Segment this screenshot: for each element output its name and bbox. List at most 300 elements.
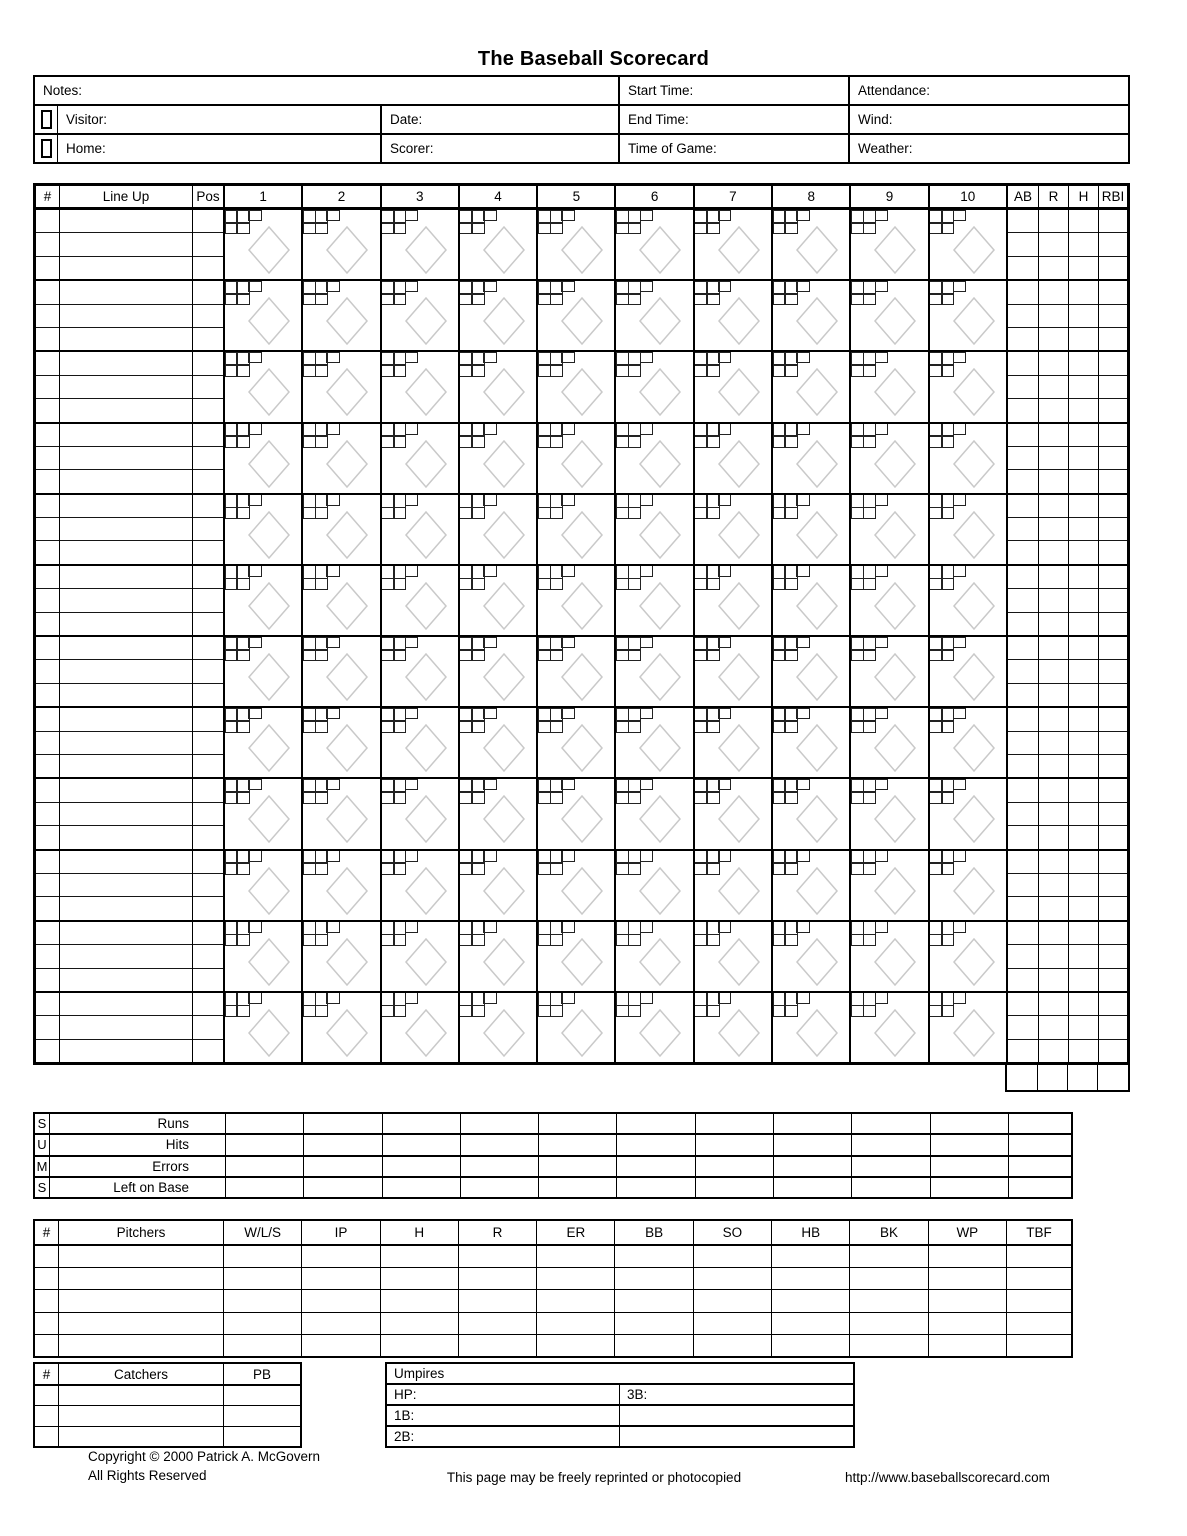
lineup-subrow-cell: [36, 495, 59, 518]
pitcher-cell: [537, 1290, 615, 1311]
pitcher-cell: [850, 1268, 928, 1289]
inning-cell: [930, 779, 1008, 848]
base-diamond-icon: [405, 938, 447, 986]
base-diamond-icon: [639, 867, 681, 915]
inning-cell: [303, 708, 381, 777]
pitchers-col-header: BK: [850, 1221, 928, 1244]
position-cell: [193, 637, 225, 706]
catcher-row: [35, 1386, 300, 1406]
lineup-subrow-cell: [1039, 993, 1068, 1016]
base-diamond-icon: [248, 511, 290, 559]
base-diamond-icon: [874, 582, 916, 630]
sums-value-cell: [539, 1157, 617, 1176]
inning-cell: [851, 922, 929, 991]
base-diamond-icon: [718, 795, 760, 843]
player-number-cell: [36, 708, 60, 777]
base-diamond-icon: [483, 226, 525, 274]
inning-cell: [460, 281, 538, 350]
lineup-subrow-cell: [60, 566, 192, 589]
inning-cell: [303, 851, 381, 920]
base-diamond-icon: [874, 653, 916, 701]
player-name-cell: [60, 281, 193, 350]
pitcher-cell: [772, 1290, 850, 1311]
lineup-subrow-cell: [1008, 424, 1038, 447]
position-cell: [193, 424, 225, 493]
base-diamond-icon: [796, 867, 838, 915]
lineup-subrow-cell: [193, 1016, 223, 1039]
umpires-row-3: [387, 1427, 853, 1446]
base-diamond-icon: [796, 440, 838, 488]
total-cell: [1038, 1064, 1068, 1090]
stat-cell: [1008, 210, 1039, 279]
player-number-cell: [36, 495, 60, 564]
inning-cell: [460, 566, 538, 635]
base-diamond-icon: [483, 938, 525, 986]
lineup-row: [36, 851, 1127, 922]
base-diamond-icon: [953, 511, 995, 559]
lineup-subrow-cell: [193, 660, 223, 683]
lineup-subrow-cell: [36, 1040, 59, 1062]
stat-cell: [1069, 424, 1099, 493]
inning-cell: [303, 637, 381, 706]
inning-cell: [460, 637, 538, 706]
lineup-subrow-cell: [36, 352, 59, 375]
stat-cell: [1099, 993, 1127, 1062]
sums-value-cell: [931, 1178, 1009, 1197]
base-diamond-icon: [405, 795, 447, 843]
col-header-h: H: [1069, 186, 1099, 207]
base-diamond-icon: [718, 297, 760, 345]
lineup-subrow-cell: [1069, 922, 1098, 945]
inning-cell: [303, 922, 381, 991]
player-number-cell: [36, 424, 60, 493]
pitcher-cell: [1007, 1290, 1071, 1311]
stat-cell: [1099, 210, 1127, 279]
lineup-subrow-cell: [1008, 993, 1038, 1016]
inning-cell: [851, 708, 929, 777]
pitcher-cell: [929, 1313, 1007, 1334]
inning-cell: [930, 352, 1008, 421]
pitcher-cell: [772, 1335, 850, 1356]
base-diamond-icon: [326, 795, 368, 843]
base-diamond-icon: [796, 582, 838, 630]
stat-cell: [1099, 851, 1127, 920]
lineup-subrow-cell: [1008, 779, 1038, 802]
lineup-subrow-cell: [1008, 826, 1038, 848]
pitcher-cell: [459, 1246, 537, 1267]
wind-field: Wind:: [858, 112, 893, 127]
inning-cell: [930, 424, 1008, 493]
pitcher-cell: [224, 1246, 302, 1267]
lineup-subrow-cell: [193, 803, 223, 826]
catcher-cell: [224, 1427, 300, 1446]
base-diamond-icon: [561, 653, 603, 701]
sums-row: [35, 1178, 1071, 1197]
catcher-cell: [59, 1427, 224, 1446]
inning-cell: [382, 922, 460, 991]
lineup-subrow-cell: [1069, 566, 1098, 589]
lineup-subrow-cell: [36, 874, 59, 897]
inning-cell: [616, 566, 694, 635]
lineup-subrow-cell: [36, 376, 59, 399]
base-diamond-icon: [639, 724, 681, 772]
lineup-subrow-cell: [193, 779, 223, 802]
lineup-subrow-cell: [1039, 708, 1068, 731]
base-diamond-icon: [248, 724, 290, 772]
inning-cell: [303, 779, 381, 848]
inning-cell: [695, 352, 773, 421]
lineup-subrow-cell: [1039, 589, 1068, 612]
stat-cell: [1069, 993, 1099, 1062]
lineup-subrow-cell: [1099, 874, 1127, 897]
inning-cell: [773, 922, 851, 991]
lineup-subrow-cell: [60, 1016, 192, 1039]
lineup-subrow-cell: [36, 803, 59, 826]
stat-cell: [1008, 779, 1039, 848]
lineup-subrow-cell: [193, 684, 223, 706]
catcher-cell: [59, 1386, 224, 1405]
base-diamond-icon: [953, 297, 995, 345]
pitcher-cell: [929, 1335, 1007, 1356]
lineup-subrow-cell: [1039, 684, 1068, 706]
pitchers-col-header: BB: [615, 1221, 693, 1244]
pitcher-cell: [381, 1335, 459, 1356]
lineup-subrow-cell: [36, 305, 59, 328]
inning-cell: [538, 779, 616, 848]
base-diamond-icon: [639, 582, 681, 630]
pitcher-cell: [1007, 1313, 1071, 1334]
sums-value-cell: [383, 1114, 461, 1133]
pitcher-cell: [224, 1335, 302, 1356]
lineup-subrow-cell: [1069, 826, 1098, 848]
lineup-subrow-cell: [193, 589, 223, 612]
lineup-subrow-cell: [1039, 945, 1068, 968]
sums-table: [33, 1112, 1073, 1199]
catcher-cell: [35, 1427, 59, 1446]
lineup-subrow-cell: [1069, 708, 1098, 731]
lineup-subrow-cell: [1008, 257, 1038, 279]
pitcher-cell: [537, 1313, 615, 1334]
base-diamond-icon: [953, 1009, 995, 1057]
lineup-subrow-cell: [1069, 874, 1098, 897]
pitcher-row: [35, 1313, 1071, 1335]
pitcher-cell: [59, 1290, 224, 1311]
stat-cell: [1008, 851, 1039, 920]
sums-total-cell: [1009, 1135, 1071, 1154]
inning-cell: [225, 993, 303, 1062]
lineup-subrow-cell: [193, 376, 223, 399]
pitcher-cell: [694, 1335, 772, 1356]
sums-value-cell: [931, 1135, 1009, 1154]
player-name-cell: [60, 566, 193, 635]
lineup-subrow-cell: [1008, 305, 1038, 328]
inning-cell: [538, 637, 616, 706]
lineup-subrow-cell: [1008, 945, 1038, 968]
inning-cell: [930, 566, 1008, 635]
base-diamond-icon: [248, 1009, 290, 1057]
lineup-subrow-cell: [1039, 376, 1068, 399]
player-name-cell: [60, 922, 193, 991]
lineup-subrow-cell: [60, 708, 192, 731]
stat-cell: [1069, 495, 1099, 564]
base-diamond-icon: [326, 1009, 368, 1057]
pitcher-cell: [35, 1268, 59, 1289]
inning-cell: [695, 281, 773, 350]
lineup-subrow-cell: [60, 352, 192, 375]
player-number-cell: [36, 566, 60, 635]
lineup-scoring-grid: [33, 183, 1130, 1065]
catchers-header-row: [35, 1364, 300, 1386]
inning-cell: [460, 922, 538, 991]
base-diamond-icon: [483, 1009, 525, 1057]
player-name-cell: [60, 495, 193, 564]
lineup-subrow-cell: [1039, 826, 1068, 848]
inning-cell: [538, 281, 616, 350]
pitcher-cell: [929, 1246, 1007, 1267]
stat-cell: [1069, 922, 1099, 991]
lineup-subrow-cell: [1099, 589, 1127, 612]
lineup-subrow-cell: [1069, 613, 1098, 635]
sums-letter: M: [35, 1157, 50, 1176]
stat-cell: [1099, 566, 1127, 635]
inning-cell: [773, 281, 851, 350]
lineup-subrow-cell: [1008, 1040, 1038, 1062]
inning-cell: [303, 566, 381, 635]
end-time-field: End Time:: [620, 106, 850, 133]
inning-cell: [303, 352, 381, 421]
lineup-row: [36, 281, 1127, 352]
umpire-2b-field: 2B:: [387, 1427, 620, 1446]
pitchers-col-header: TBF: [1026, 1225, 1052, 1240]
lineup-subrow-cell: [1008, 447, 1038, 470]
inning-cell: [773, 779, 851, 848]
catchers-col-header: PB: [252, 1366, 271, 1382]
lineup-subrow-cell: [1039, 779, 1068, 802]
lineup-subrow-cell: [36, 897, 59, 919]
base-diamond-icon: [874, 368, 916, 416]
sums-row-label: Hits: [50, 1135, 226, 1154]
base-diamond-icon: [718, 440, 760, 488]
lineup-subrow-cell: [36, 281, 59, 304]
lineup-subrow-cell: [1008, 281, 1038, 304]
base-diamond-icon: [639, 938, 681, 986]
col-header-inning-3: 3: [382, 186, 460, 207]
lineup-subrow-cell: [1039, 257, 1068, 279]
stat-cell: [1069, 637, 1099, 706]
inning-cell: [930, 281, 1008, 350]
stat-cell: [1069, 779, 1099, 848]
sums-value-cell: [461, 1178, 539, 1197]
lineup-subrow-cell: [1008, 589, 1038, 612]
pitcher-cell: [302, 1335, 380, 1356]
lineup-subrow-cell: [60, 851, 192, 874]
inning-cell: [225, 210, 303, 279]
inning-cell: [930, 922, 1008, 991]
lineup-subrow-cell: [36, 660, 59, 683]
base-diamond-icon: [639, 226, 681, 274]
grid-header-row: [36, 186, 1127, 210]
sums-value-cell: [852, 1135, 930, 1154]
catchers-col-header: #: [35, 1364, 59, 1384]
lineup-subrow-cell: [36, 826, 59, 848]
lineup-row: [36, 993, 1127, 1062]
pitcher-cell: [302, 1313, 380, 1334]
position-cell: [193, 922, 225, 991]
lineup-subrow-cell: [1069, 257, 1098, 279]
lineup-row: [36, 779, 1127, 850]
lineup-subrow-cell: [1039, 328, 1068, 350]
inning-cell: [695, 922, 773, 991]
base-diamond-icon: [874, 297, 916, 345]
game-info-row-1: [35, 77, 1128, 106]
sums-value-cell: [461, 1114, 539, 1133]
base-diamond-icon: [248, 867, 290, 915]
base-diamond-icon: [248, 653, 290, 701]
lineup-subrow-cell: [60, 732, 192, 755]
pitcher-cell: [1007, 1335, 1071, 1356]
lineup-subrow-cell: [1099, 210, 1127, 233]
lineup-subrow-cell: [1099, 566, 1127, 589]
sums-value-cell: [461, 1157, 539, 1176]
pitcher-cell: [35, 1335, 59, 1356]
sums-row: [35, 1135, 1071, 1156]
totals-row: [1005, 1064, 1130, 1092]
lineup-subrow-cell: [60, 447, 192, 470]
inning-cell: [460, 708, 538, 777]
base-diamond-icon: [718, 368, 760, 416]
lineup-subrow-cell: [193, 732, 223, 755]
base-diamond-icon: [561, 1009, 603, 1057]
pitcher-cell: [459, 1290, 537, 1311]
player-number-cell: [36, 281, 60, 350]
lineup-subrow-cell: [60, 993, 192, 1016]
stat-cell: [1008, 922, 1039, 991]
sums-value-cell: [304, 1178, 382, 1197]
lineup-subrow-cell: [193, 541, 223, 563]
inning-cell: [851, 851, 929, 920]
position-cell: [193, 566, 225, 635]
stat-cell: [1069, 352, 1099, 421]
lineup-subrow-cell: [1039, 281, 1068, 304]
lineup-subrow-cell: [1039, 210, 1068, 233]
sums-value-cell: [617, 1157, 695, 1176]
player-number-cell: [36, 352, 60, 421]
pitcher-cell: [694, 1246, 772, 1267]
lineup-subrow-cell: [60, 495, 192, 518]
lineup-subrow-cell: [36, 684, 59, 706]
visitor-checkbox: [41, 110, 52, 129]
base-diamond-icon: [248, 368, 290, 416]
umpire-3b-field: 3B:: [627, 1387, 648, 1402]
player-number-cell: [36, 922, 60, 991]
stat-cell: [1099, 779, 1127, 848]
lineup-subrow-cell: [1069, 328, 1098, 350]
base-diamond-icon: [796, 297, 838, 345]
pitcher-row: [35, 1246, 1071, 1268]
col-header-lineup: Line Up: [60, 186, 193, 207]
lineup-subrow-cell: [36, 470, 59, 492]
lineup-subrow-cell: [1069, 1016, 1098, 1039]
stat-cell: [1039, 922, 1069, 991]
lineup-subrow-cell: [193, 637, 223, 660]
lineup-subrow-cell: [1099, 328, 1127, 350]
pitchers-col-header: ER: [537, 1221, 615, 1244]
inning-cell: [538, 708, 616, 777]
base-diamond-icon: [405, 226, 447, 274]
inning-cell: [851, 779, 929, 848]
lineup-subrow-cell: [1099, 993, 1127, 1016]
lineup-subrow-cell: [1069, 424, 1098, 447]
base-diamond-icon: [405, 724, 447, 772]
pitchers-col-header: H: [381, 1221, 459, 1244]
inning-cell: [538, 352, 616, 421]
pitcher-cell: [59, 1335, 224, 1356]
lineup-subrow-cell: [1099, 447, 1127, 470]
inning-cell: [616, 352, 694, 421]
position-cell: [193, 779, 225, 848]
inning-cell: [538, 922, 616, 991]
lineup-row: [36, 210, 1127, 281]
base-diamond-icon: [718, 582, 760, 630]
inning-cell: [930, 637, 1008, 706]
base-diamond-icon: [326, 368, 368, 416]
base-diamond-icon: [953, 724, 995, 772]
stat-cell: [1008, 281, 1039, 350]
lineup-subrow-cell: [36, 732, 59, 755]
lineup-subrow-cell: [1099, 969, 1127, 991]
inning-cell: [225, 851, 303, 920]
lineup-subrow-cell: [1008, 1016, 1038, 1039]
inning-cell: [225, 495, 303, 564]
visitor-field: Visitor:: [58, 106, 382, 133]
inning-cell: [382, 495, 460, 564]
pitcher-cell: [850, 1246, 928, 1267]
sums-row-label: Left on Base: [50, 1178, 226, 1197]
inning-cell: [616, 708, 694, 777]
base-diamond-icon: [874, 795, 916, 843]
base-diamond-icon: [405, 368, 447, 416]
base-diamond-icon: [796, 795, 838, 843]
lineup-subrow-cell: [1008, 637, 1038, 660]
base-diamond-icon: [248, 582, 290, 630]
sums-value-cell: [617, 1178, 695, 1197]
sums-total-cell: [1009, 1157, 1071, 1176]
lineup-subrow-cell: [1008, 803, 1038, 826]
base-diamond-icon: [483, 582, 525, 630]
lineup-subrow-cell: [193, 613, 223, 635]
sums-value-cell: [539, 1114, 617, 1133]
col-header-inning-5: 5: [538, 186, 616, 207]
base-diamond-icon: [248, 226, 290, 274]
col-header-inning-4: 4: [460, 186, 538, 207]
sums-value-cell: [304, 1157, 382, 1176]
lineup-subrow-cell: [1099, 897, 1127, 919]
lineup-subrow-cell: [36, 1016, 59, 1039]
lineup-subrow-cell: [1069, 851, 1098, 874]
pitcher-row: [35, 1290, 1071, 1312]
pitcher-cell: [772, 1246, 850, 1267]
base-diamond-icon: [953, 867, 995, 915]
inning-cell: [695, 708, 773, 777]
inning-cell: [460, 210, 538, 279]
sums-value-cell: [617, 1114, 695, 1133]
lineup-subrow-cell: [1099, 613, 1127, 635]
base-diamond-icon: [796, 368, 838, 416]
lineup-subrow-cell: [1069, 541, 1098, 563]
inning-cell: [303, 495, 381, 564]
umpires-box: [385, 1362, 855, 1448]
pitcher-cell: [615, 1313, 693, 1334]
